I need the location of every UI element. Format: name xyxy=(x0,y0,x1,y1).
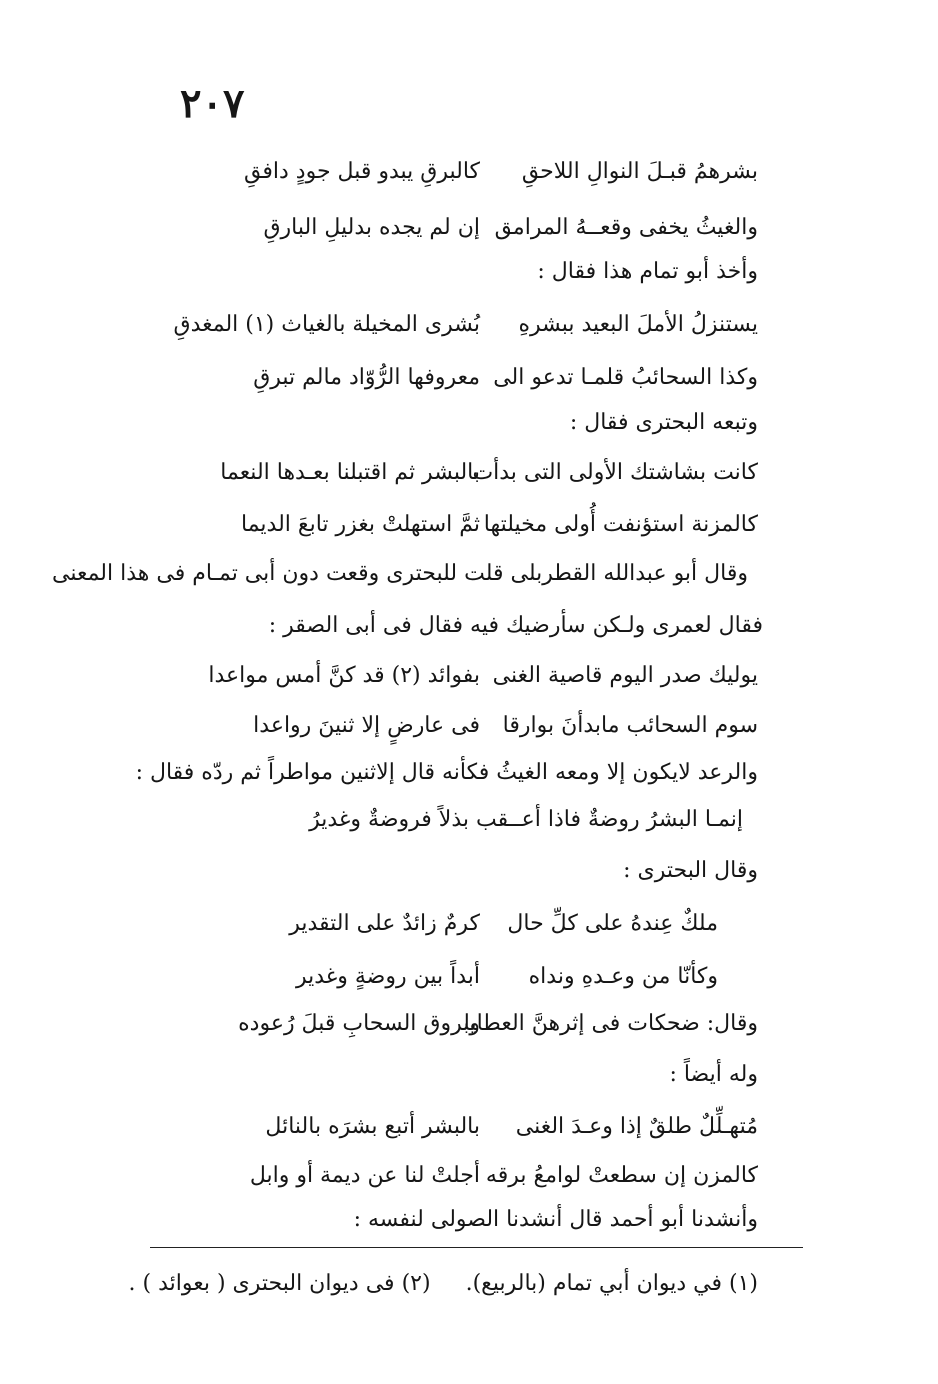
prose-line: وقال أبو عبدالله القطربلى قلت للبحترى وقعت دون أبى تمـام فى هذا المعنى xyxy=(51,561,748,586)
hemistich-second: فى عارضٍ إلا ثنينَ رواعدا xyxy=(253,713,480,738)
verse-line xyxy=(180,902,758,946)
prose-line: وله أيضاً : xyxy=(669,1062,758,1087)
hemistich-second: كالبرقِ يبدو قبل جودٍ دافقِ xyxy=(244,159,480,184)
hemistich-first: بشرهمُ قبـلَ النوالِ اللاحقِ xyxy=(521,159,758,184)
hemistich-second: وبروق السحابِ قبلَ رُعوده xyxy=(238,1011,480,1036)
hemistich-second: بالبشر ثم اقتبلنا بعـدها النعما xyxy=(220,460,480,485)
footnotes xyxy=(128,1262,758,1306)
hemistich-first: ملكٌ عِندهُ على كلِّ حال xyxy=(507,911,718,936)
verse-line xyxy=(180,654,758,698)
hemistich-second: بفوائد (٢) قد كنَّ أمس مواعدا xyxy=(208,663,480,688)
hemistich-first: والغيثُ يخفى وقعــهُ المرامق xyxy=(494,215,758,240)
hemistich-second: أبداً بين روضةٍ وغدير xyxy=(295,964,480,989)
hemistich-first: وقال: ضحكات فى إثرهنَّ العطايا xyxy=(463,1011,758,1036)
hemistich-second: كرمٌ زائدٌ على التقدير xyxy=(289,911,480,936)
verse-line xyxy=(180,1105,758,1149)
prose-line: وتبعه البحترى فقال : xyxy=(569,410,758,435)
hemistich-second: بُشرى المخيلة بالغياث (١) المغدقِ xyxy=(173,312,480,337)
footnote-1: (١) في ديوان أبي تمام (بالربيع). xyxy=(465,1271,758,1296)
single-verse-line: إنمـا البشرُ روضةٌ فاذا أعــقب بذلاً فروضةٌ وغديرُ xyxy=(309,807,743,832)
verse-line xyxy=(180,1154,758,1198)
hemistich-first: يستنزلُ الأملَ البعيد ببشرهِ xyxy=(518,312,758,337)
footnote-2: (٢) فى ديوان البحترى ( بعوائد ) . xyxy=(128,1271,431,1296)
prose-line: والرعد لايكون إلا ومعه الغيثُ فكأنه قال إلاثنين مواطراً ثم ردّه فقال : xyxy=(135,760,758,785)
footnote-divider xyxy=(150,1247,803,1248)
hemistich-first: وكأنّا من وعـدهِ ونداه xyxy=(528,964,718,989)
prose-line: فقال لعمرى ولـكن سأرضيك فيه فقال فى أبى الصقر : xyxy=(268,613,763,638)
prose-line: وقال البحترى : xyxy=(623,858,758,883)
hemistich-first: كانت بشاشتك الأولى التى بدأت xyxy=(472,460,758,485)
verse-line xyxy=(180,503,758,547)
verse-line xyxy=(180,451,758,495)
hemistich-first: مُتهـلِّلٌ طلقٌ إذا وعـدَ الغنى xyxy=(515,1114,758,1139)
prose-line: وأنشدنا أبو أحمد قال أنشدنا الصولى لنفسه : xyxy=(353,1207,758,1232)
hemistich-second: ثمَّ استهلتْ بغزر تابعَ الديما xyxy=(240,512,480,537)
hemistich-first: كالمزن إن سطعتْ لوامعُ برقه xyxy=(485,1163,758,1188)
hemistich-first: يوليك صدر اليوم قاصية الغنى xyxy=(492,663,758,688)
hemistich-second: أجلتْ لنا عن ديمة أو وابل xyxy=(249,1163,480,1188)
verse-line xyxy=(173,303,758,347)
verse-line xyxy=(180,704,758,748)
hemistich-second: إن لم يجده بدليلِ البارقِ xyxy=(263,215,480,240)
hemistich-second: بالبشر أتبع بشرَه بالنائل xyxy=(265,1114,480,1139)
hemistich-first: وكذا السحائبُ قلمـا تدعو الى xyxy=(493,365,758,390)
hemistich-second: معروفها الرُّوّاد مالم تبرقِ xyxy=(253,365,480,390)
verse-line xyxy=(180,1002,758,1046)
verse-line xyxy=(180,150,758,194)
verse-line xyxy=(180,206,758,250)
verse-line xyxy=(180,356,758,400)
page-number: ٢٠٧ xyxy=(180,80,245,127)
prose-line: وأخذ أبو تمام هذا فقال : xyxy=(537,259,758,284)
hemistich-first: كالمزنة استؤنفت أُولى مخيلتها xyxy=(483,512,758,537)
verse-line xyxy=(180,955,758,999)
hemistich-first: سوم السحائب مابدأنَ بوارقا xyxy=(502,713,758,738)
